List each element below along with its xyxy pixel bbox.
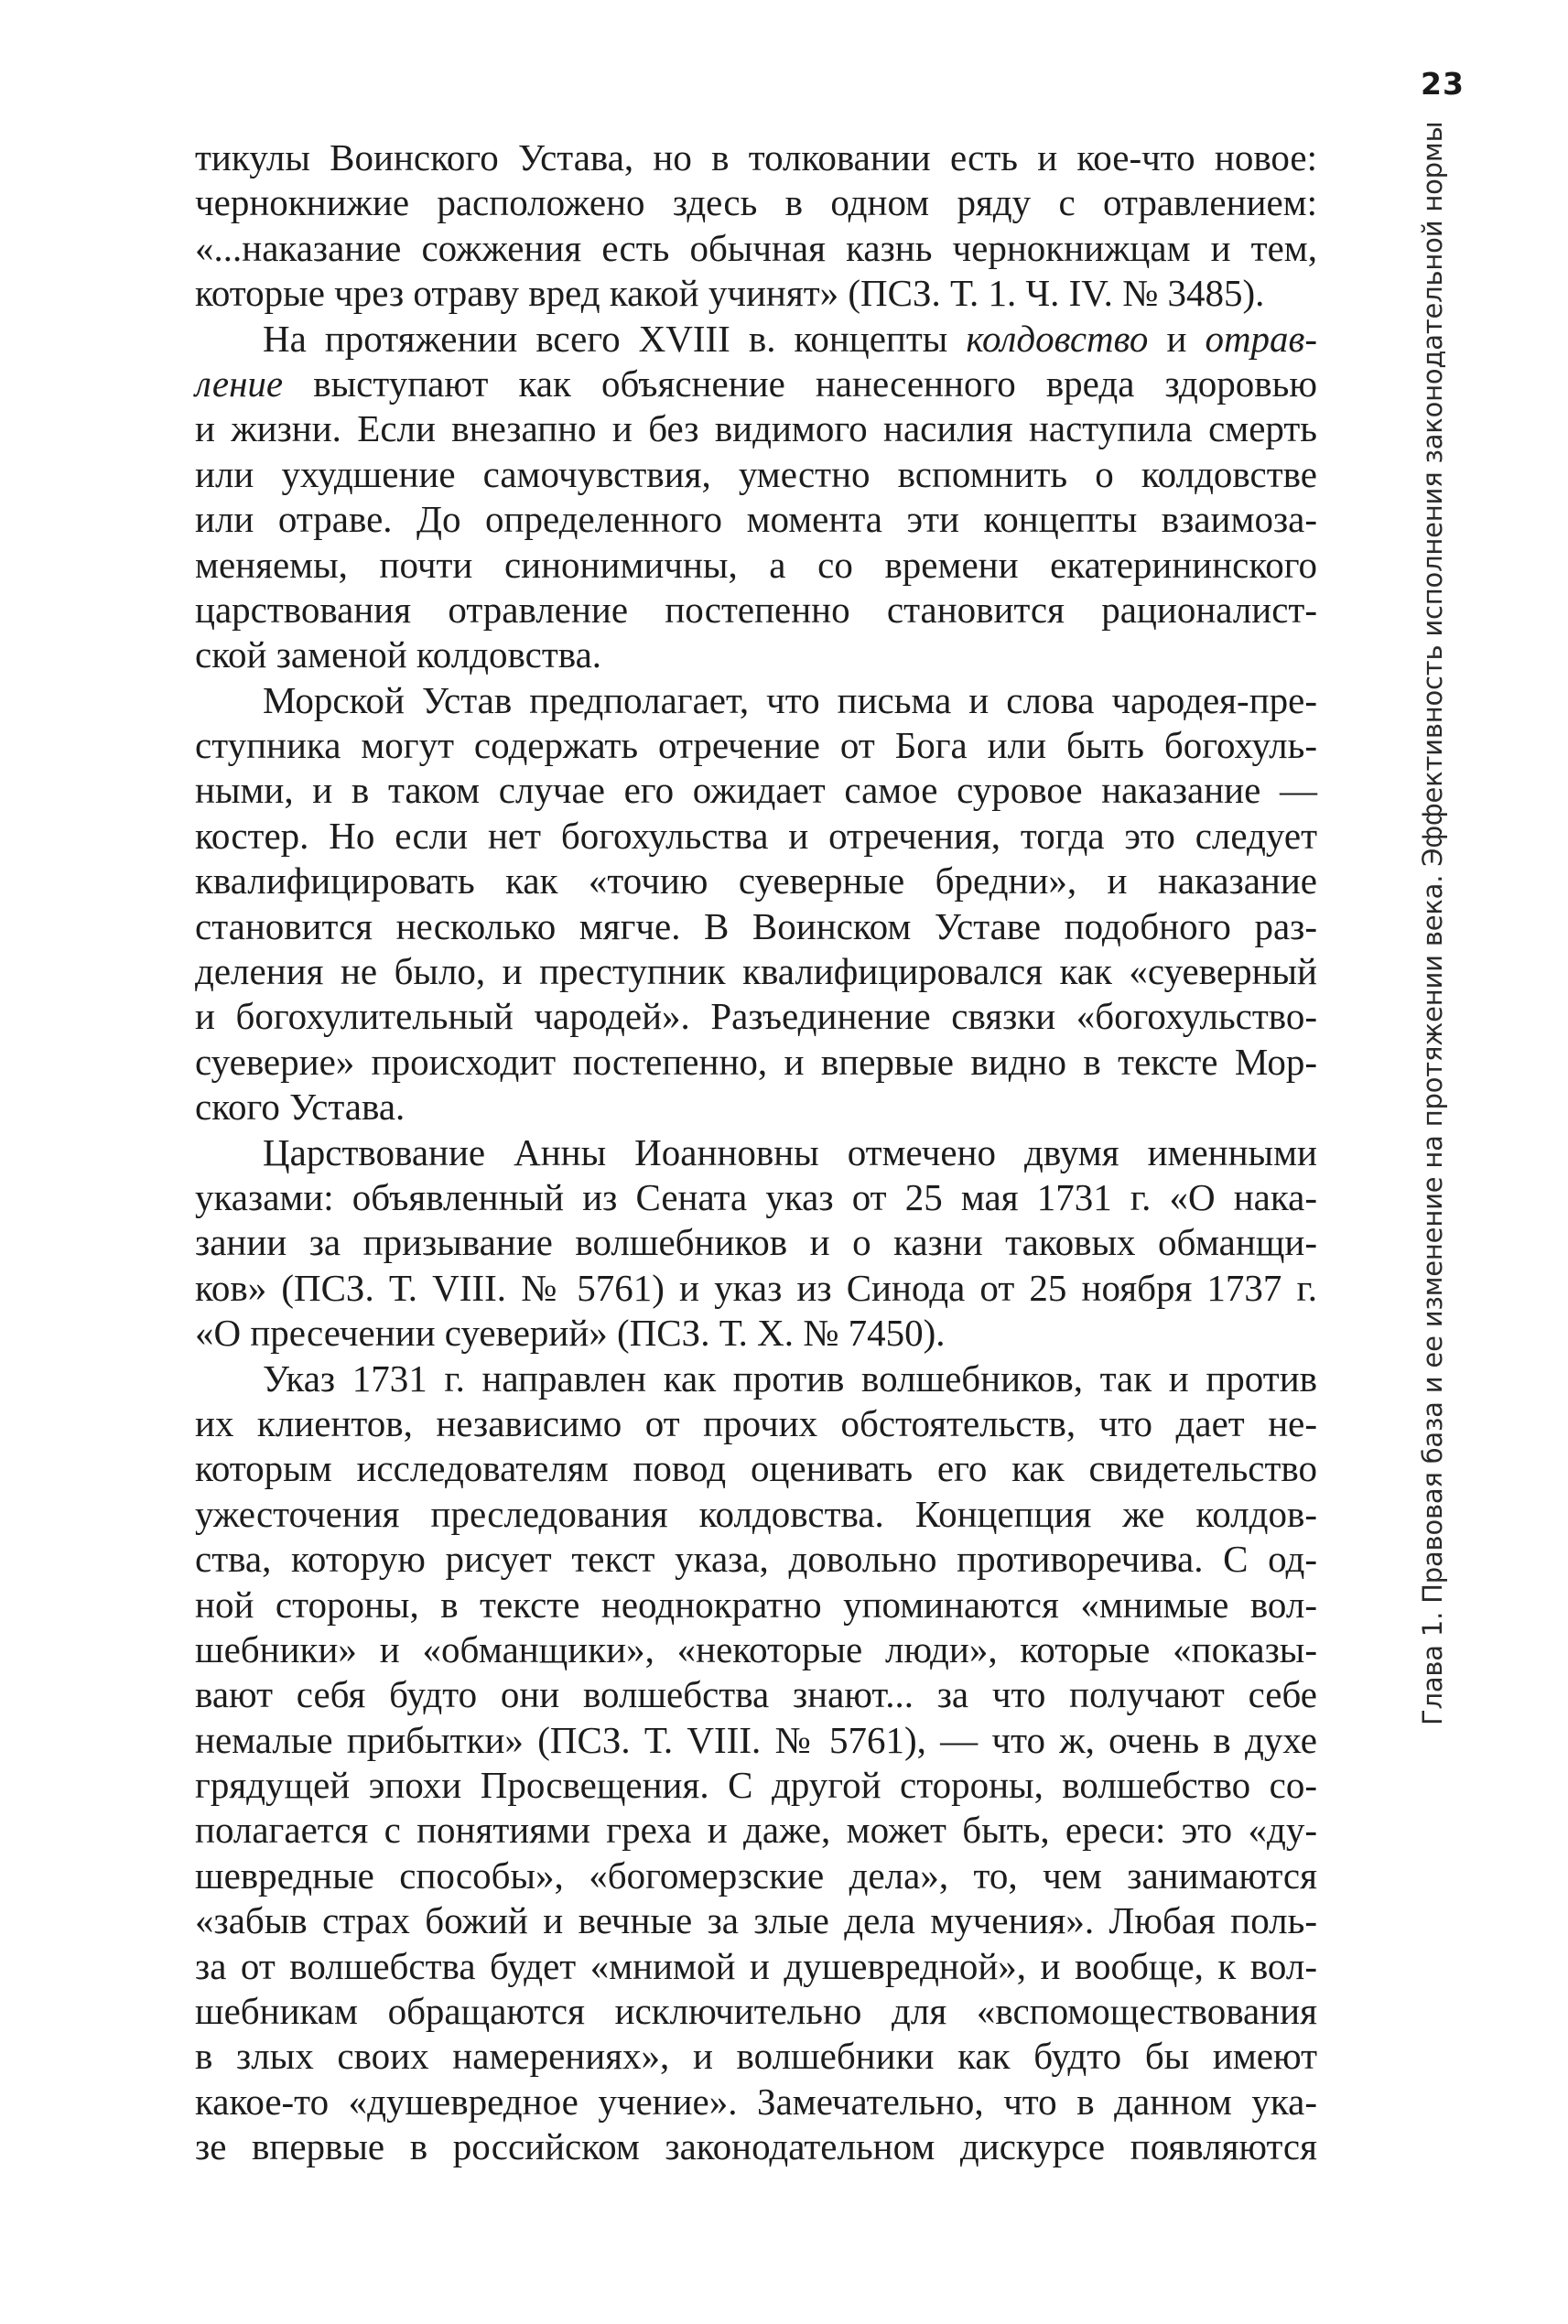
paragraph-1 xyxy=(195,135,1317,317)
text-line: их клиентов, независимо от прочих обстоятельств, что дает не- xyxy=(195,1401,1317,1444)
text-line: зании за призывание волшебников и о казни таковых обманщи- xyxy=(195,1221,1317,1264)
paragraph-5 xyxy=(195,1357,1317,2170)
text-line: ской заменой колдовства. xyxy=(195,633,602,676)
paragraph-2 xyxy=(195,317,1317,678)
text-line: указами: объявленный из Сената указ от 25 мая 1731 г. «О нака- xyxy=(195,1175,1317,1218)
text-line xyxy=(195,362,1317,406)
text-line: и богохулительный чародей». Разъединение связки «богохульство- xyxy=(195,995,1317,1038)
text-line: «забыв страх божий и вечные за злые дела мучения». Любая поль- xyxy=(195,1899,1317,1942)
text-line: зе впервые в российском законодательном дискурсе появляются xyxy=(195,2125,1317,2168)
text-line: суеверие» происходит постепенно, и впервые видно в тексте Мор- xyxy=(195,1040,1317,1083)
text-line: какое-то «душевредное учение». Замечательно, что в данном ука- xyxy=(195,2080,1317,2123)
body-text xyxy=(195,135,1317,2170)
text-line: за от волшебства будет «мнимой и душевредной», и вообще, к вол- xyxy=(195,1944,1317,1987)
text-line: ступника могут содержать отречение от Бога или быть богохуль- xyxy=(195,724,1317,767)
text-line: грядущей эпохи Просвещения. С другой стороны, волшебство со- xyxy=(195,1764,1317,1807)
text-line: чернокнижие расположено здесь в одном ряду с отравлением: xyxy=(195,181,1317,224)
text-line: костер. Но если нет богохульства и отречения, тогда это следует xyxy=(195,814,1317,857)
text-line: ной стороны, в тексте неоднократно упоминаются «мнимые вол- xyxy=(195,1583,1317,1626)
text-line: «...наказание сожжения есть обычная казнь чернокнижцам и тем, xyxy=(195,226,1317,269)
paragraph-3 xyxy=(195,678,1317,1130)
text-line: квалифицировать как «точию суеверные бредни», и наказание xyxy=(195,859,1317,903)
italic-term: отрав xyxy=(1205,317,1305,360)
text-line: царствования отравление постепенно становится рационалист- xyxy=(195,588,1317,631)
text-line: ского Устава. xyxy=(195,1086,406,1129)
running-header-vertical: Глава 1. Правовая база и ее изменение на протяжении века. Эффективность исполнения законодательной нормы xyxy=(1417,121,1448,1725)
text-line: или отраве. До определенного момента эти концепты взаимоза- xyxy=(195,498,1317,541)
text-line: ными, и в таком случае его ожидает самое суровое наказание — xyxy=(195,769,1317,812)
page-number: 23 xyxy=(1421,66,1465,102)
italic-term: колдовство xyxy=(966,317,1149,360)
text-line: шебникам обращаются исключительно для «вспомоществования xyxy=(195,1990,1317,2033)
hyphen: - xyxy=(1304,317,1317,360)
text-line xyxy=(195,317,1317,362)
text-line: Царствование Анны Иоанновны отмечено двумя именными xyxy=(263,1130,1317,1173)
text-line: тикулы Воинского Устава, но в толковании есть и кое-что новое: xyxy=(195,136,1317,178)
text-line: деления не было, и преступник квалифицировался как «суеверный xyxy=(195,950,1317,993)
text-line: Указ 1731 г. направлен как против волшебников, так и против xyxy=(263,1357,1317,1400)
text-run: и xyxy=(1148,317,1206,360)
text-line: полагается с понятиями греха и даже, может быть, ереси: это «ду- xyxy=(195,1809,1317,1852)
text-line: которым исследователям повод оценивать его как свидетельство xyxy=(195,1447,1317,1490)
text-line: немалые прибытки» (ПСЗ. Т. VIII. № 5761), — что ж, очень в духе xyxy=(195,1718,1317,1761)
text-line: ужесточения преследования колдовства. Концепция же колдов- xyxy=(195,1492,1317,1535)
text-run: На протяжении всего XVIII в. концепты xyxy=(263,317,967,360)
paragraph-4 xyxy=(195,1130,1317,1357)
text-line: или ухудшение самочувствия, уместно вспомнить о колдовстве xyxy=(195,452,1317,495)
text-line: ков» (ПСЗ. Т. VIII. № 5761) и указ из Синода от 25 ноября 1737 г. xyxy=(195,1266,1317,1309)
text-line: в злых своих намерениях», и волшебники как будто бы имеют xyxy=(195,2035,1317,2078)
text-line: «О пресечении суеверий» (ПСЗ. Т. X. № 7450). xyxy=(195,1312,946,1355)
text-line: Морской Устав предполагает, что письма и слова чародея-пре- xyxy=(263,678,1317,721)
text-line: шебники» и «обманщики», «некоторые люди», которые «показы- xyxy=(195,1627,1317,1670)
text-line: ства, которую рисует текст указа, довольно противоречива. С од- xyxy=(195,1538,1317,1581)
text-line: меняемы, почти синонимичны, а со времени екатерининского xyxy=(195,543,1317,586)
text-line: становится несколько мягче. В Воинском Уставе подобного раз- xyxy=(195,904,1317,947)
text-line: и жизни. Если внезапно и без видимого насилия наступила смерть xyxy=(195,407,1317,450)
text-line: которые чрез отраву вред какой учинят» (ПСЗ. Т. 1. Ч. IV. № 3485). xyxy=(195,272,1265,315)
text-run: выступают как объяснение нанесенного вреда здоровью xyxy=(283,362,1317,405)
italic-term: ление xyxy=(195,362,284,405)
text-line: шевредные способы», «богомерзские дела», то, чем занимаются xyxy=(195,1854,1317,1897)
text-line: вают себя будто они волшебства знают... за что получают себе xyxy=(195,1673,1317,1716)
